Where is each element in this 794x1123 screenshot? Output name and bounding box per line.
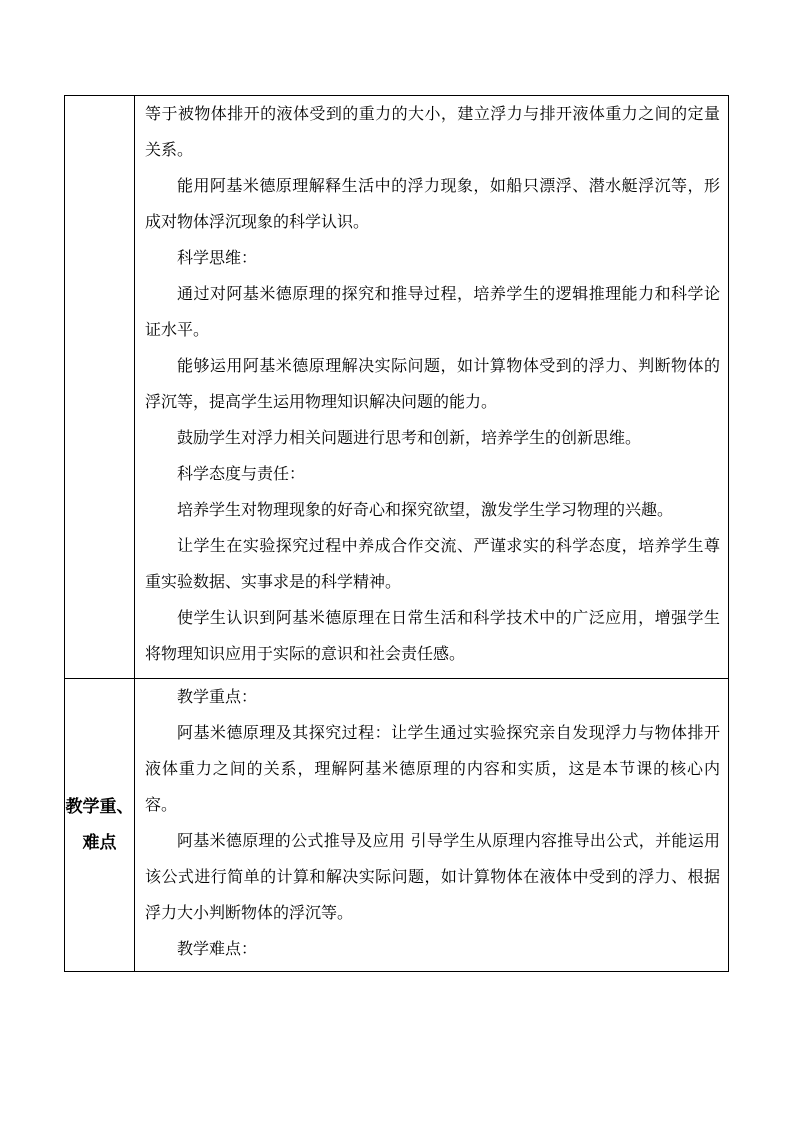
row-label-cell — [65, 96, 135, 679]
row-content-cell — [135, 96, 729, 679]
section-heading: 科学态度与责任： — [177, 464, 306, 483]
row-label-cell — [65, 679, 135, 972]
paragraph: 鼓励学生对浮力相关问题进行思考和创新，培养学生的创新思维。 — [177, 428, 642, 447]
section-heading: 教学难点： — [177, 939, 258, 958]
paragraph: 阿基米德原理的公式推导及应用 引导学生从原理内容推导出公式，并能运用该公式进行简单的计算和解决实际问题，如计算物体在液体中受到的浮力、根据浮力大小判断物体的浮沉等。 — [145, 831, 720, 922]
paragraph: 能够运用阿基米德原理解决实际问题，如计算物体受到的浮力、判断物体的浮沉等，提高学生运用物理知识解决问题的能力。 — [145, 356, 720, 411]
paragraph: 能用阿基米德原理解释生活中的浮力现象，如船只漂浮、潜水艇浮沉等，形成对物体浮沉现象的科学认识。 — [145, 176, 720, 231]
table-row-objectives — [65, 96, 729, 679]
paragraph: 等于被物体排开的液体受到的重力的大小，建立浮力与排开液体重力之间的定量关系。 — [145, 104, 720, 159]
lesson-plan-table — [64, 95, 729, 972]
section-heading: 科学思维： — [177, 248, 258, 267]
paragraph: 阿基米德原理及其探究过程：让学生通过实验探究亲自发现浮力与物体排开液体重力之间的关系，理解阿基米德原理的内容和实质，这是本节课的核心内容。 — [145, 723, 720, 814]
table-row-key-difficult-points — [65, 679, 729, 972]
paragraph: 培养学生对物理现象的好奇心和探究欲望，激发学生学习物理的兴趣。 — [177, 500, 674, 519]
paragraph: 使学生认识到阿基米德原理在日常生活和科学技术中的广泛应用，增强学生将物理知识应用于实际的意识和社会责任感。 — [145, 608, 720, 663]
paragraph: 让学生在实验探究过程中养成合作交流、严谨求实的科学态度，培养学生尊重实验数据、实事求是的科学精神。 — [145, 536, 720, 591]
paragraph: 通过对阿基米德原理的探究和推导过程，培养学生的逻辑推理能力和科学论证水平。 — [145, 284, 720, 339]
section-heading: 教学重点： — [177, 687, 258, 706]
row-content-cell — [135, 679, 729, 972]
row-label: 教学重、 难点 — [65, 797, 134, 853]
